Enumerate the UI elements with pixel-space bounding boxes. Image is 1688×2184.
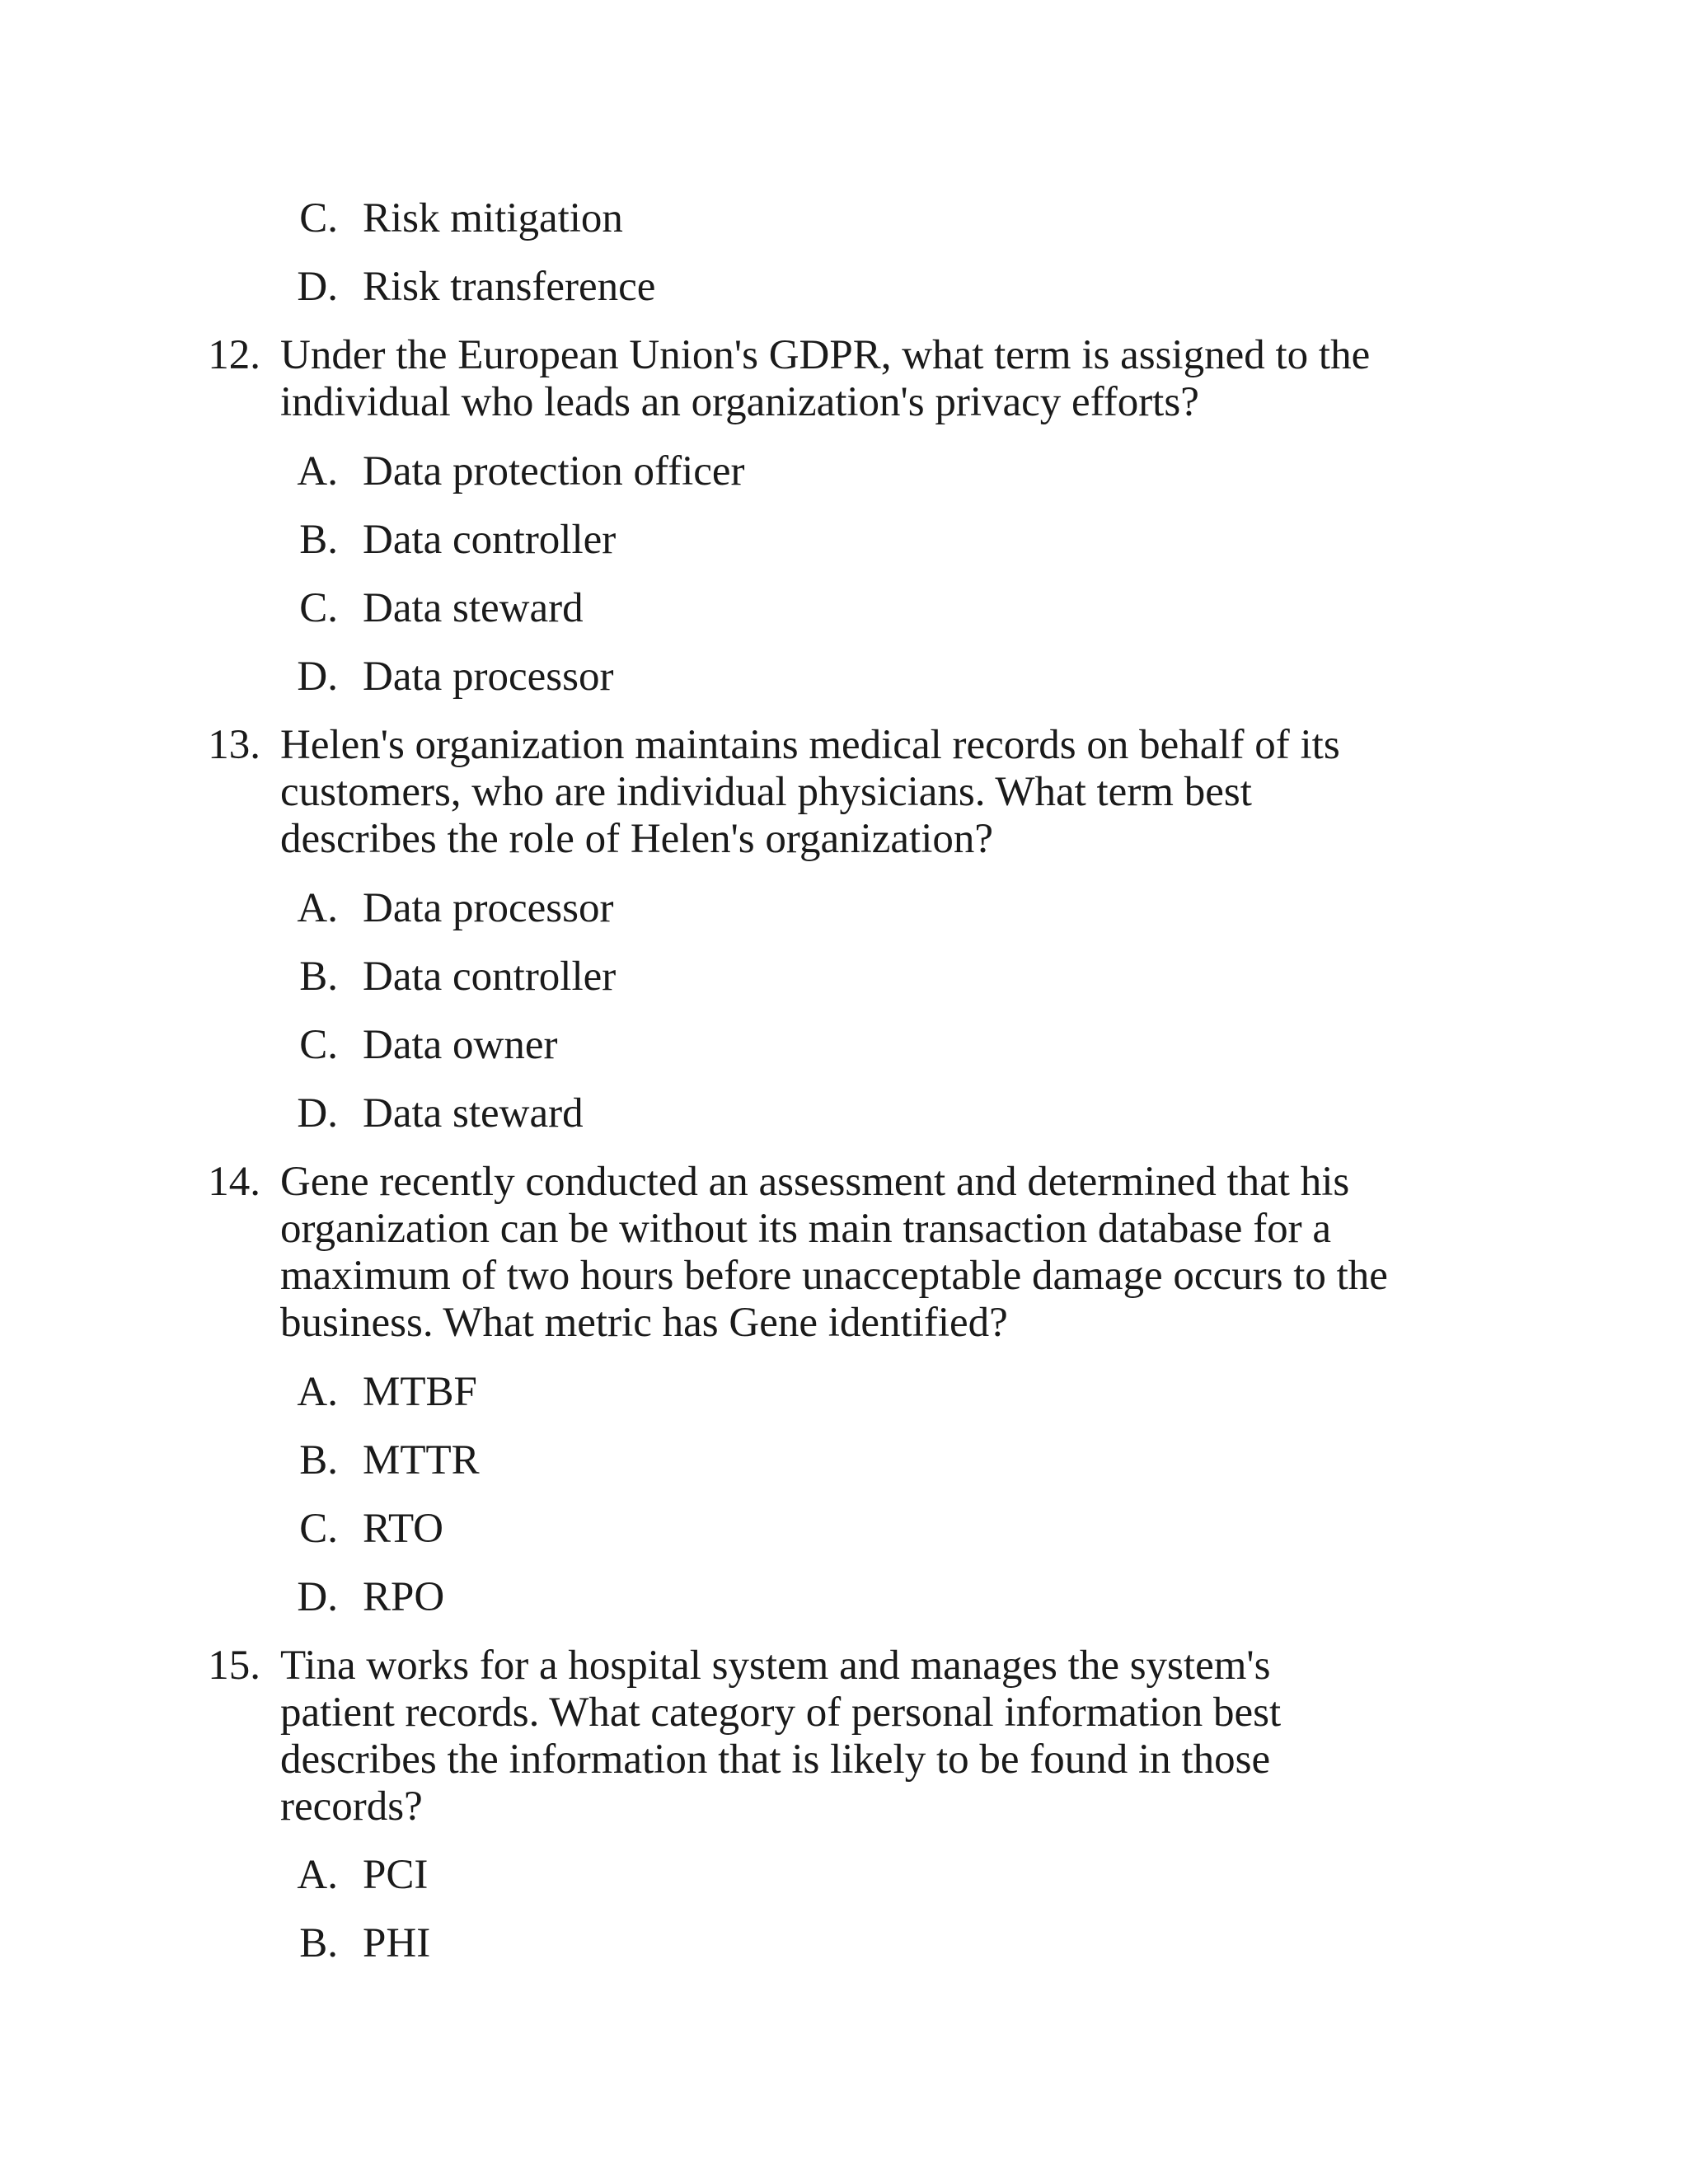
option-letter: A. [297, 1852, 338, 1898]
question-text [280, 722, 1492, 863]
question-line: Gene recently conducted an assessment and determined that his [280, 1159, 1350, 1205]
question-text [280, 332, 1492, 426]
option-letter: D. [297, 264, 338, 310]
option-text: Data processor [363, 885, 614, 931]
option-letter: C. [299, 585, 338, 631]
option-text: Data processor [363, 654, 614, 700]
option-letter: A. [297, 448, 338, 494]
option-text: Data controller [363, 517, 617, 563]
option-text: Data steward [363, 1090, 584, 1137]
option-text: Risk transference [363, 264, 656, 310]
question-line: individual who leads an organization's privacy efforts? [280, 379, 1199, 425]
option-letter: B. [299, 1437, 338, 1483]
option-letter: C. [299, 1506, 338, 1552]
option-letter: C. [299, 195, 338, 241]
option-text: Risk mitigation [363, 195, 623, 241]
option-letter: D. [297, 654, 338, 700]
question-line: customers, who are individual physicians. What term best [280, 769, 1252, 815]
question-line: Tina works for a hospital system and manages the system's [280, 1643, 1271, 1689]
question-line: Helen's organization maintains medical records on behalf of its [280, 722, 1340, 768]
option-letter: A. [297, 1369, 338, 1415]
option-letter: D. [297, 1090, 338, 1137]
question-number: 15. [208, 1643, 260, 1689]
option-text: Data protection officer [363, 448, 745, 494]
question-line: maximum of two hours before unacceptable damage occurs to the [280, 1253, 1388, 1299]
question-line: records? [280, 1783, 423, 1830]
option-text: RTO [363, 1506, 444, 1552]
option-text: PCI [363, 1852, 429, 1898]
option-letter: B. [299, 517, 338, 563]
question-line: Under the European Union's GDPR, what term is assigned to the [280, 332, 1371, 378]
option-text: MTTR [363, 1437, 480, 1483]
option-letter: D. [297, 1574, 338, 1620]
question-text [280, 1643, 1492, 1830]
option-letter: C. [299, 1022, 338, 1068]
question-text [280, 1159, 1492, 1347]
option-text: RPO [363, 1574, 445, 1620]
option-letter: B. [299, 1920, 338, 1966]
question-line: business. What metric has Gene identified? [280, 1300, 1008, 1346]
option-text: Data controller [363, 954, 617, 1000]
question-line: patient records. What category of personal information best [280, 1690, 1282, 1736]
option-letter: B. [299, 954, 338, 1000]
option-text: Data steward [363, 585, 584, 631]
question-number: 14. [208, 1159, 260, 1205]
question-number: 13. [208, 722, 260, 768]
option-text: Data owner [363, 1022, 558, 1068]
option-text: PHI [363, 1920, 431, 1966]
option-text: MTBF [363, 1369, 477, 1415]
question-number: 12. [208, 332, 260, 378]
question-line: describes the role of Helen's organization? [280, 816, 994, 862]
question-line: organization can be without its main transaction database for a [280, 1206, 1332, 1252]
option-letter: A. [297, 885, 338, 931]
question-line: describes the information that is likely to be found in those [280, 1736, 1271, 1783]
